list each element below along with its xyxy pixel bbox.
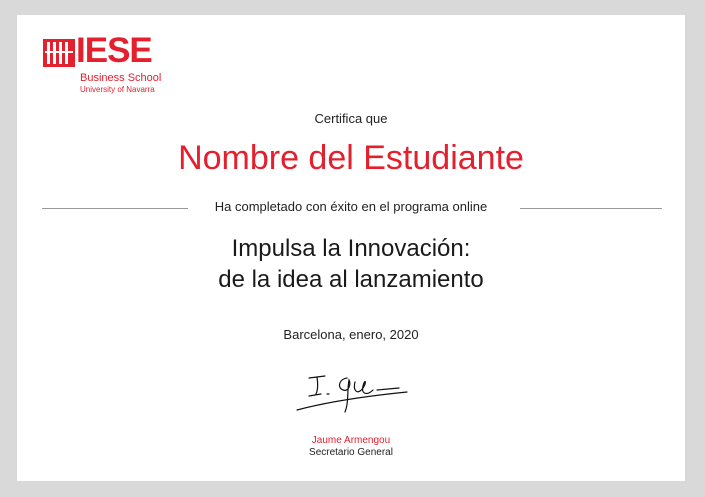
- completed-label: Ha completado con éxito en el programa online: [214, 199, 488, 214]
- student-name: Nombre del Estudiante: [178, 139, 524, 177]
- logo-university: University of Navarra: [80, 85, 155, 94]
- program-title: [17, 233, 685, 295]
- certificate-card: [17, 15, 685, 481]
- iese-logo: [43, 31, 173, 97]
- iese-crest-icon: [43, 39, 75, 67]
- program-title-line2: de la idea al lanzamiento: [218, 266, 484, 293]
- signatory-name: Jaume Armengou: [311, 435, 391, 446]
- certifies-label: Certifica que: [314, 111, 388, 126]
- place-date: Barcelona, enero, 2020: [283, 327, 419, 342]
- logo-business-school: Business School: [80, 72, 162, 84]
- program-title-line1: Impulsa la Innovación:: [231, 235, 471, 262]
- divider-right: [520, 208, 662, 209]
- logo-wordmark: IESE: [76, 31, 152, 70]
- signature-icon: [287, 370, 417, 422]
- signatory-role: Secretario General: [309, 447, 393, 458]
